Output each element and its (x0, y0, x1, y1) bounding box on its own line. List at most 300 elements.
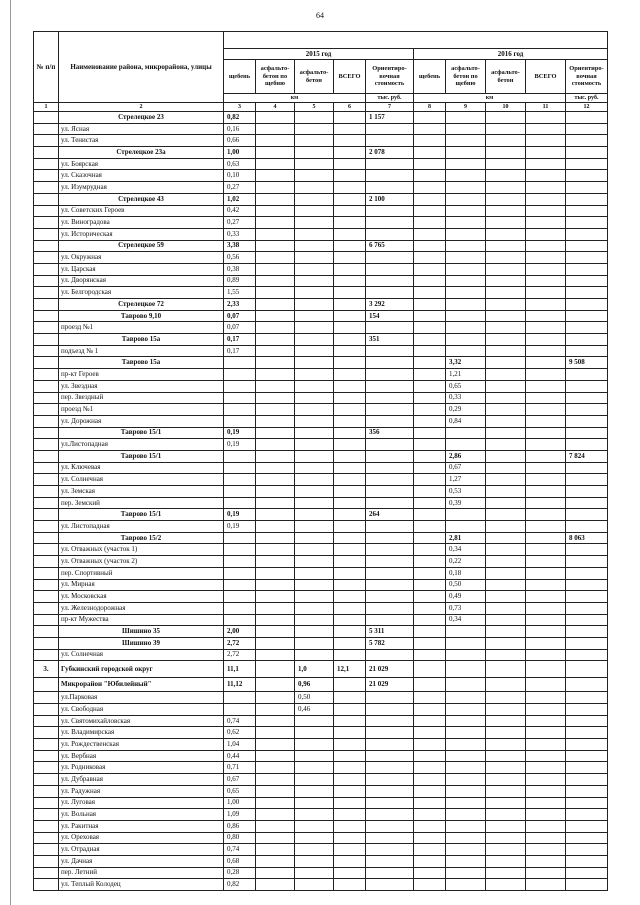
row-name-cell: Стрелецкое 23 (59, 112, 224, 124)
cell-c6 (334, 602, 366, 614)
row-name-cell: Шишино 35 (59, 626, 224, 638)
cell-c6 (334, 287, 366, 299)
header-col-cost-2015: Ориентиро-вочная стоимость (366, 60, 414, 94)
cell-c8 (414, 785, 446, 797)
cell-c10 (486, 158, 526, 170)
cell-c7 (366, 275, 414, 287)
row-number-cell (34, 521, 59, 533)
cell-c3: 0,86 (224, 820, 256, 832)
district-row (34, 357, 608, 369)
cell-c6 (334, 369, 366, 381)
cell-c7 (366, 727, 414, 739)
table-row (34, 727, 608, 739)
cell-c3: 0,19 (224, 509, 256, 521)
cell-c7 (366, 380, 414, 392)
cell-c3: 11,12 (224, 678, 256, 692)
cell-c5 (295, 626, 334, 638)
header-col-asphalt-on-gravel-2015: асфальто-бетон по щебню (256, 60, 295, 94)
cell-c3 (224, 404, 256, 416)
cell-c3: 0,10 (224, 170, 256, 182)
cell-c5 (295, 170, 334, 182)
cell-c8 (414, 450, 446, 462)
cell-c9 (446, 205, 486, 217)
cell-c7 (366, 415, 414, 427)
row-name-cell: ул. Железнодорожная (59, 602, 224, 614)
cell-c10 (486, 820, 526, 832)
col-number: 7 (366, 103, 414, 112)
row-number-cell (34, 692, 59, 704)
cell-c12 (566, 556, 608, 568)
cell-c4 (256, 521, 295, 533)
header-unit-cost-2016: тыс. руб. (566, 94, 608, 103)
row-name-cell: ул. Боярская (59, 158, 224, 170)
col-number: 11 (526, 103, 566, 112)
row-name-cell: ул.Парковая (59, 692, 224, 704)
cell-c12 (566, 275, 608, 287)
cell-c5 (295, 614, 334, 626)
cell-c4 (256, 415, 295, 427)
row-name-cell: ул. Тенистая (59, 135, 224, 147)
row-number-cell (34, 345, 59, 357)
cell-c5 (295, 263, 334, 275)
cell-c11 (526, 797, 566, 809)
cell-c7 (366, 392, 414, 404)
header-col-total-2016: ВСЕГО (526, 60, 566, 94)
cell-c6 (334, 310, 366, 322)
row-number-cell (34, 497, 59, 509)
cell-c10 (486, 357, 526, 369)
cell-c5 (295, 147, 334, 159)
cell-c3: 0,33 (224, 228, 256, 240)
cell-c3: 2,72 (224, 649, 256, 661)
row-name-cell: пер. Летний (59, 867, 224, 879)
cell-c5 (295, 750, 334, 762)
cell-c6 (334, 345, 366, 357)
cell-c8 (414, 532, 446, 544)
cell-c9: 0,67 (446, 462, 486, 474)
cell-c8 (414, 544, 446, 556)
cell-c9 (446, 135, 486, 147)
header-col-gravel-2016: щебень (414, 60, 446, 94)
row-name-cell: ул. Виноградова (59, 217, 224, 229)
cell-c6 (334, 750, 366, 762)
cell-c12 (566, 626, 608, 638)
cell-c12 (566, 404, 608, 416)
district-row (34, 626, 608, 638)
cell-c10 (486, 299, 526, 311)
cell-c5 (295, 217, 334, 229)
cell-c8 (414, 322, 446, 334)
cell-c6 (334, 182, 366, 194)
cell-c9 (446, 704, 486, 716)
cell-c6 (334, 715, 366, 727)
row-name-cell: ул. Окружная (59, 252, 224, 264)
cell-c5: 1,0 (295, 661, 334, 678)
cell-c3 (224, 532, 256, 544)
cell-c7 (366, 357, 414, 369)
cell-c10 (486, 123, 526, 135)
cell-c3: 0,27 (224, 182, 256, 194)
row-number-cell (34, 310, 59, 322)
row-number-cell (34, 193, 59, 205)
table-row (34, 879, 608, 891)
cell-c11 (526, 357, 566, 369)
cell-c8 (414, 415, 446, 427)
row-name-cell: Таврово 15а (59, 357, 224, 369)
table-row (34, 844, 608, 856)
cell-c4 (256, 797, 295, 809)
cell-c12 (566, 322, 608, 334)
cell-c9: 0,34 (446, 544, 486, 556)
cell-c10 (486, 579, 526, 591)
cell-c7 (366, 369, 414, 381)
row-name-cell: Таврово 15/1 (59, 427, 224, 439)
cell-c9 (446, 310, 486, 322)
cell-c4 (256, 661, 295, 678)
row-name-cell: ул. Солнечная (59, 474, 224, 486)
cell-c12 (566, 240, 608, 252)
cell-c8 (414, 579, 446, 591)
cell-c7 (366, 832, 414, 844)
cell-c10 (486, 439, 526, 451)
row-number-cell (34, 123, 59, 135)
cell-c4 (256, 147, 295, 159)
cell-c4 (256, 310, 295, 322)
cell-c5 (295, 797, 334, 809)
table-row (34, 439, 608, 451)
cell-c5 (295, 855, 334, 867)
cell-c7 (366, 649, 414, 661)
cell-c10 (486, 626, 526, 638)
cell-c4 (256, 855, 295, 867)
cell-c9 (446, 637, 486, 649)
cell-c3 (224, 591, 256, 603)
cell-c4 (256, 135, 295, 147)
cell-c3 (224, 357, 256, 369)
col-number: 10 (486, 103, 526, 112)
cell-c12 (566, 205, 608, 217)
cell-c6 (334, 170, 366, 182)
cell-c6 (334, 228, 366, 240)
cell-c7: 356 (366, 427, 414, 439)
row-number-cell (34, 509, 59, 521)
cell-c6 (334, 785, 366, 797)
cell-c10 (486, 544, 526, 556)
table-row (34, 832, 608, 844)
cell-c6 (334, 380, 366, 392)
cell-c3: 0,82 (224, 879, 256, 891)
row-name-cell: Таврово 15/1 (59, 450, 224, 462)
cell-c4 (256, 380, 295, 392)
cell-c4 (256, 427, 295, 439)
cell-c9 (446, 832, 486, 844)
cell-c9 (446, 287, 486, 299)
cell-c3: 0,17 (224, 334, 256, 346)
cell-c6 (334, 497, 366, 509)
cell-c8 (414, 147, 446, 159)
cell-c9 (446, 715, 486, 727)
cell-c4 (256, 252, 295, 264)
cell-c3: 0,42 (224, 205, 256, 217)
header-unit-km-2016: км (414, 94, 566, 103)
cell-c9 (446, 170, 486, 182)
row-number-cell (34, 602, 59, 614)
cell-c9 (446, 820, 486, 832)
cell-c12 (566, 649, 608, 661)
cell-c5 (295, 357, 334, 369)
cell-c11 (526, 532, 566, 544)
cell-c3: 0,28 (224, 867, 256, 879)
cell-c12 (566, 832, 608, 844)
cell-c11 (526, 661, 566, 678)
cell-c3: 0,19 (224, 521, 256, 533)
cell-c12 (566, 727, 608, 739)
cell-c3: 0,68 (224, 855, 256, 867)
page-number: 64 (316, 11, 324, 20)
cell-c6 (334, 774, 366, 786)
cell-c10 (486, 404, 526, 416)
cell-c10 (486, 532, 526, 544)
row-name-cell: ул. Ясная (59, 123, 224, 135)
cell-c11 (526, 404, 566, 416)
cell-c4 (256, 193, 295, 205)
cell-c12: 8 063 (566, 532, 608, 544)
cell-c11 (526, 715, 566, 727)
cell-c4 (256, 474, 295, 486)
row-number-cell (34, 228, 59, 240)
row-number-cell (34, 879, 59, 891)
cell-c11 (526, 415, 566, 427)
cell-c6 (334, 123, 366, 135)
row-number-cell (34, 486, 59, 498)
cell-c8 (414, 497, 446, 509)
cell-c8 (414, 135, 446, 147)
cell-c4 (256, 774, 295, 786)
row-name-cell: Шишино 39 (59, 637, 224, 649)
cell-c7 (366, 750, 414, 762)
cell-c5 (295, 369, 334, 381)
cell-c5 (295, 602, 334, 614)
cell-c9 (446, 147, 486, 159)
cell-c11 (526, 649, 566, 661)
row-number-cell (34, 322, 59, 334)
cell-c6 (334, 649, 366, 661)
cell-c9 (446, 649, 486, 661)
cell-c11 (526, 135, 566, 147)
cell-c7 (366, 217, 414, 229)
cell-c4 (256, 591, 295, 603)
cell-c3: 0,07 (224, 310, 256, 322)
cell-c9 (446, 750, 486, 762)
cell-c8 (414, 867, 446, 879)
cell-c9 (446, 774, 486, 786)
table-row (34, 275, 608, 287)
cell-c3 (224, 369, 256, 381)
cell-c6 (334, 158, 366, 170)
row-number-cell (34, 334, 59, 346)
table-row (34, 715, 608, 727)
cell-c3 (224, 556, 256, 568)
cell-c6 (334, 252, 366, 264)
table-row (34, 521, 608, 533)
row-name-cell: Стрелецкое 59 (59, 240, 224, 252)
cell-c12: 9 508 (566, 357, 608, 369)
cell-c3: 0,65 (224, 785, 256, 797)
cell-c10 (486, 193, 526, 205)
header-col-total-2015: ВСЕГО (334, 60, 366, 94)
cell-c9 (446, 193, 486, 205)
row-name-cell: ул. Радужная (59, 785, 224, 797)
cell-c12 (566, 170, 608, 182)
cell-c11 (526, 275, 566, 287)
cell-c10 (486, 844, 526, 856)
cell-c8 (414, 112, 446, 124)
cell-c12 (566, 614, 608, 626)
cell-c6: 12,1 (334, 661, 366, 678)
cell-c11 (526, 678, 566, 692)
district-row (34, 147, 608, 159)
table-row (34, 704, 608, 716)
table-row (34, 217, 608, 229)
cell-c11 (526, 809, 566, 821)
cell-c10 (486, 287, 526, 299)
cell-c7 (366, 820, 414, 832)
row-number-cell (34, 544, 59, 556)
cell-c8 (414, 855, 446, 867)
cell-c5 (295, 774, 334, 786)
cell-c11 (526, 182, 566, 194)
row-number-cell (34, 404, 59, 416)
cell-c5 (295, 486, 334, 498)
cell-c7: 2 100 (366, 193, 414, 205)
cell-c11 (526, 462, 566, 474)
cell-c10 (486, 567, 526, 579)
cell-c6 (334, 637, 366, 649)
cell-c8 (414, 727, 446, 739)
cell-c7 (366, 692, 414, 704)
cell-c12 (566, 797, 608, 809)
cell-c10 (486, 678, 526, 692)
cell-c11 (526, 287, 566, 299)
cell-c7 (366, 123, 414, 135)
row-number-cell (34, 739, 59, 751)
cell-c10 (486, 369, 526, 381)
row-name-cell: ул. Царская (59, 263, 224, 275)
cell-c7 (366, 228, 414, 240)
row-name-cell: пер. Звездный (59, 392, 224, 404)
cell-c10 (486, 879, 526, 891)
cell-c4 (256, 486, 295, 498)
table-row (34, 462, 608, 474)
table-row (34, 591, 608, 603)
row-number-cell (34, 678, 59, 692)
cell-c7 (366, 567, 414, 579)
cell-c5 (295, 427, 334, 439)
table-row (34, 497, 608, 509)
cell-c3 (224, 614, 256, 626)
cell-c7 (366, 532, 414, 544)
cell-c8 (414, 678, 446, 692)
cell-c4 (256, 820, 295, 832)
cell-c8 (414, 205, 446, 217)
cell-c12 (566, 497, 608, 509)
cell-c4 (256, 715, 295, 727)
cell-c8 (414, 750, 446, 762)
cell-c7 (366, 844, 414, 856)
row-name-cell: ул. Дачная (59, 855, 224, 867)
cell-c3: 0,44 (224, 750, 256, 762)
cell-c12 (566, 879, 608, 891)
cell-c5: 0,96 (295, 678, 334, 692)
cell-c10 (486, 275, 526, 287)
cell-c8 (414, 661, 446, 678)
cell-c9: 0,73 (446, 602, 486, 614)
row-number-cell (34, 579, 59, 591)
cell-c9 (446, 739, 486, 751)
cell-c4 (256, 532, 295, 544)
cell-c5 (295, 193, 334, 205)
cell-c11 (526, 785, 566, 797)
cell-c6 (334, 486, 366, 498)
cell-c11 (526, 252, 566, 264)
cell-c10 (486, 649, 526, 661)
row-number-cell (34, 135, 59, 147)
cell-c9: 0,65 (446, 380, 486, 392)
row-number-cell (34, 158, 59, 170)
cell-c3: 0,07 (224, 322, 256, 334)
cell-c4 (256, 497, 295, 509)
table-row (34, 602, 608, 614)
district-row (34, 299, 608, 311)
row-name-cell: ул. Ореховая (59, 832, 224, 844)
header-col-cost-2016: Ориентиро-вочная стоимость (566, 60, 608, 94)
cell-c12 (566, 567, 608, 579)
cell-c11 (526, 556, 566, 568)
table-row (34, 205, 608, 217)
cell-c5 (295, 275, 334, 287)
row-number-cell: 3. (34, 661, 59, 678)
cell-c10 (486, 147, 526, 159)
cell-c8 (414, 762, 446, 774)
cell-c11 (526, 345, 566, 357)
cell-c11 (526, 322, 566, 334)
row-number-cell (34, 762, 59, 774)
cell-c8 (414, 158, 446, 170)
cell-c10 (486, 474, 526, 486)
table-row (34, 579, 608, 591)
row-number-cell (34, 474, 59, 486)
cell-c12 (566, 217, 608, 229)
cell-c7: 154 (366, 310, 414, 322)
cell-c9: 0,49 (446, 591, 486, 603)
table-row (34, 556, 608, 568)
cell-c3 (224, 497, 256, 509)
table-row (34, 855, 608, 867)
cell-c11 (526, 486, 566, 498)
cell-c7 (366, 785, 414, 797)
cell-c4 (256, 112, 295, 124)
cell-c9 (446, 334, 486, 346)
cell-c4 (256, 263, 295, 275)
district-row (34, 532, 608, 544)
cell-c8 (414, 357, 446, 369)
row-number-cell (34, 727, 59, 739)
cell-c12 (566, 263, 608, 275)
cell-c12 (566, 252, 608, 264)
cell-c9: 0,50 (446, 579, 486, 591)
row-name-cell: ул. Свободная (59, 704, 224, 716)
cell-c9 (446, 692, 486, 704)
